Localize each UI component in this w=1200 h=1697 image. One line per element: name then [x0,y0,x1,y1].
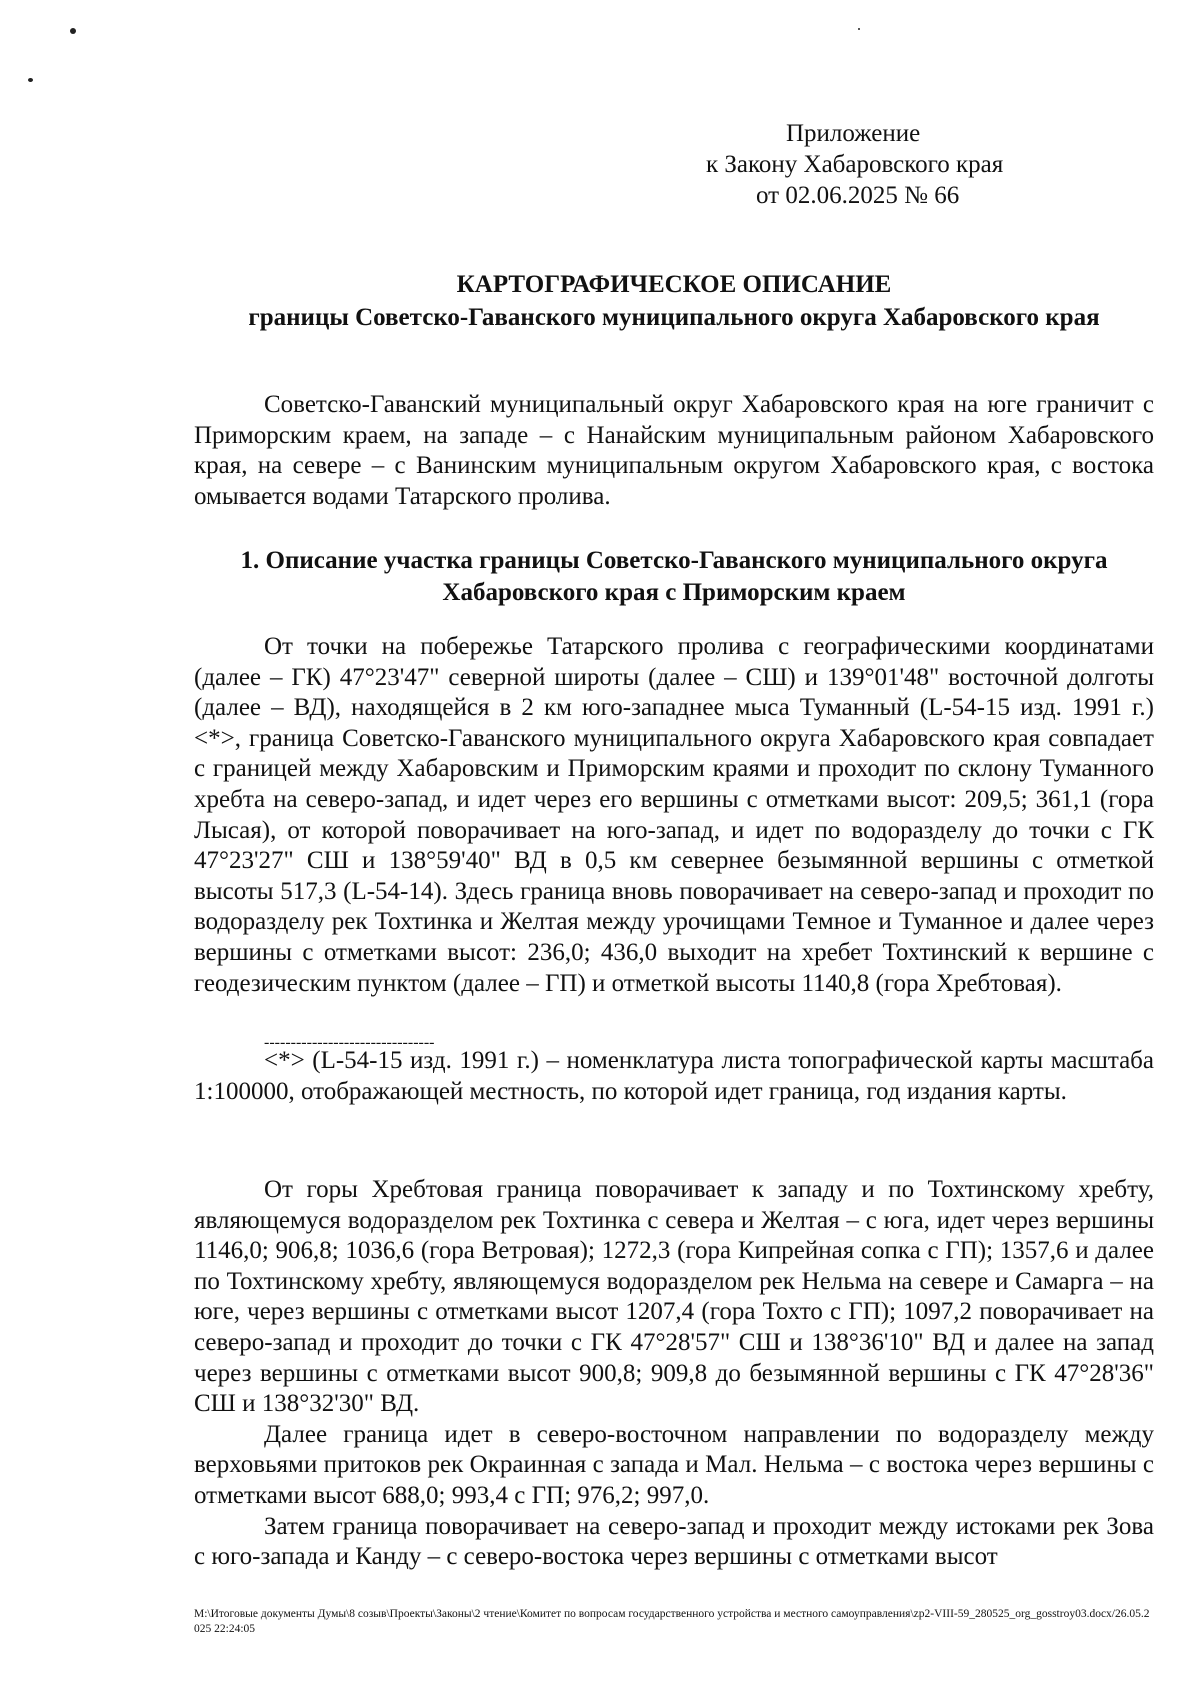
section-1-heading-line1: 1. Описание участка границы Советско-Гаванского муниципального округа [240,547,1108,574]
scan-speck [858,28,860,30]
footnote-text: <*> (L-54-15 изд. 1991 г.) – номенклатура листа топографической карты масштаба 1:100000, отображающей местность, по которой идет граница, год издания карты. [194,1047,1154,1105]
section-1-body [194,632,1154,999]
paragraph: Далее граница идет в северо-восточном направлении по водоразделу между верховьями притоков рек Окраинная с запада и Мал. Нельма – с востока через вершины с отметками высот 688,0; 993,4 с ГП; 976,2; 997,0. [194,1420,1154,1509]
intro-text: Советско-Гаванский муниципальный округ Хабаровского края на юге граничит с Приморским краем, на западе – с Нанайским муниципальным районом Хабаровского края, на севере – с Ванинским муниципальным округом Хабаровского края, с востока омывается водами Татарского пролива. [194,391,1154,510]
footnote-divider: -------------------------------- [264,1034,435,1051]
scan-speck [28,78,33,82]
footnote [194,1046,1154,1107]
appendix-label: Приложение [786,120,921,147]
appendix-law-reference: к Закону Хабаровского края [706,151,1004,178]
intro-paragraph [194,390,1154,512]
title-sub: границы Советско-Гаванского муниципального округа Хабаровского края [248,304,1100,331]
section-1-heading [194,545,1154,609]
title-main: КАРТОГРАФИЧЕСКОЕ ОПИСАНИЕ [456,271,892,298]
paragraph: От горы Хребтовая граница поворачивает к западу и по Тохтинскому хребту, являющемуся водоразделом рек Тохтинка с севера и Желтая – с юга, идет через вершины 1146,0; 906,8; 1036,6 (гора Ветровая); 1272,3 (гора Кипрейная сопка с ГП); 1357,6 и далее по Тохтинскому хребту, являющемуся водоразделом рек Нельма на севере и Самарга – на юге, через вершины с отметками высот 1207,4 (гора Тохто с ГП); 1097,2 поворачивает на северо-запад и проходит до точки с ГК 47°28'57" СШ и 138°36'10" ВД и далее на запад через вершины с отметками высот 900,8; 909,8 до безымянной вершины с ГК 47°28'36" СШ и 138°32'30" ВД. [194,1176,1154,1418]
file-path-footer: M:\Итоговые документы Думы\8 созыв\Проекты\Законы\2 чтение\Комитет по вопросам государственного устройства и местного самоуправления\zp2-VIII-59_280525_org_gosstroy03.docx/26.05.2025 22:24:05 [194,1608,1150,1635]
appendix-header [690,118,1110,211]
appendix-date-number: от 02.06.2025 № 66 [756,182,960,209]
section-1-continuation [194,1175,1154,1573]
scan-speck [70,28,76,34]
document-title [194,268,1154,334]
section-1-heading-line2: Хабаровского края с Приморским краем [442,579,906,606]
paragraph: Затем граница поворачивает на северо-запад и проходит между истоками рек Зова с юго-запада и Канду – с северо-востока через вершины с отметками высот [194,1512,1154,1571]
section-1-paragraph: От точки на побережье Татарского пролива с географическими координатами (далее – ГК) 47°23'47" северной широты (далее – СШ) и 139°01'48" восточной долготы (далее – ВД), находящейся в 2 км юго-западнее мыса Туманный (L-54-15 изд. 1991 г.) <*>, граница Советско-Гаванского муниципального округа Хабаровского края совпадает с границей между Хабаровским и Приморским краями и проходит по склону Туманного хребта на северо-запад, и идет через его вершины с отметками высот: 209,5; 361,1 (гора Лысая), от которой поворачивает на юго-запад, и идет по водоразделу до точки с ГК 47°23'27" СШ и 138°59'40" ВД в 0,5 км севернее безымянной вершины с отметкой высоты 517,3 (L-54-14). Здесь граница вновь поворачивает на северо-запад и проходит по водоразделу рек Тохтинка и Желтая между урочищами Темное и Туманное и далее через вершины с отметками высот: 236,0; 436,0 выходит на хребет Тохтинский к вершине с геодезическим пунктом (далее – ГП) и отметкой высоты 1140,8 (гора Хребтовая). [194,633,1154,997]
